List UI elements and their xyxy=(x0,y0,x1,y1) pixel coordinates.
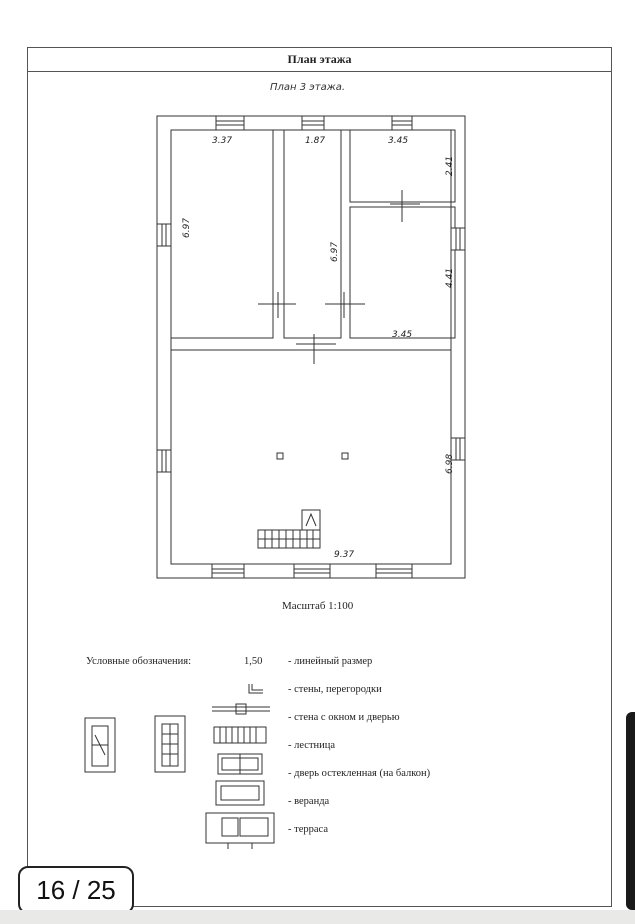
legend-item: - линейный размер xyxy=(288,656,373,667)
inner-wall-line xyxy=(171,130,451,564)
dimension-label: 3.37 xyxy=(212,136,233,146)
page-title: План этажа xyxy=(287,52,352,66)
page-counter[interactable]: 16 / 25 xyxy=(18,866,134,914)
wall-symbol-icon xyxy=(249,684,263,693)
dimension-label: 3.45 xyxy=(388,136,409,146)
dimension-label: 6.98 xyxy=(445,453,455,474)
column xyxy=(342,453,348,459)
dimension-label: 1.87 xyxy=(305,136,326,146)
scale-label: Масштаб 1:100 xyxy=(282,600,354,612)
dimension-label: 3.45 xyxy=(392,330,413,340)
legend-item: - терраса xyxy=(288,824,328,835)
room-mid-outline xyxy=(350,207,455,338)
window xyxy=(157,224,171,246)
dimension-label: 6.97 xyxy=(182,217,192,238)
legend-item: - лестница xyxy=(288,740,336,751)
legend-item: - дверь остекленная (на балкон) xyxy=(288,768,431,779)
window xyxy=(302,116,324,130)
window xyxy=(212,564,244,578)
window xyxy=(216,116,244,130)
legend-item: - стены, перегородки xyxy=(288,684,382,695)
outer-wall xyxy=(157,116,465,578)
legend-heading: Условные обозначения: xyxy=(86,656,192,667)
legend-item: - стена с окном и дверью xyxy=(288,712,400,723)
window xyxy=(294,564,330,578)
dimension-label: 9.37 xyxy=(334,550,355,560)
window xyxy=(392,116,412,130)
side-scroll-handle[interactable] xyxy=(626,712,635,910)
window xyxy=(157,450,171,472)
stair-symbol-icon xyxy=(214,727,266,743)
hall-outline xyxy=(171,350,451,564)
floor-plan-subtitle: План 3 этажа. xyxy=(270,82,346,93)
dimension-label: 2.41 xyxy=(445,155,455,176)
bottom-bar xyxy=(0,910,635,924)
legend-sample-value: 1,50 xyxy=(244,656,263,667)
window xyxy=(451,228,465,250)
veranda-symbol-icon xyxy=(216,781,264,805)
corridor-outline xyxy=(284,130,341,338)
staircase xyxy=(258,510,320,548)
window xyxy=(376,564,412,578)
legend-item: - веранда xyxy=(288,796,330,807)
column xyxy=(277,453,283,459)
dimension-label: 6.97 xyxy=(330,241,340,262)
dimension-label: 4.41 xyxy=(445,267,455,288)
